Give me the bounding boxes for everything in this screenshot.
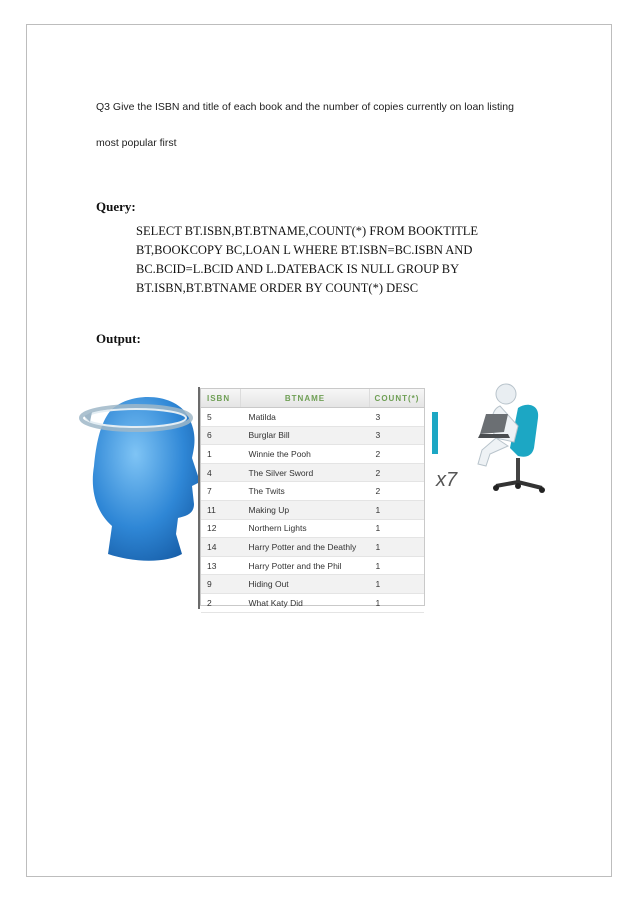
query-result-table (200, 388, 425, 606)
cell-count: 1 (370, 519, 425, 538)
cell-count: 2 (370, 445, 425, 464)
sql-line: BT.ISBN,BT.BTNAME ORDER BY COUNT(*) DESC (136, 281, 419, 295)
table-row (201, 463, 424, 482)
cell-btname: Harry Potter and the Phil (241, 556, 370, 575)
sql-line: BT,BOOKCOPY BC,LOAN L WHERE BT.ISBN=BC.ISBN AND (136, 243, 473, 257)
cell-isbn: 7 (201, 482, 241, 501)
table-row (201, 556, 424, 575)
cell-isbn: 1 (201, 445, 241, 464)
sql-query (136, 222, 516, 298)
cell-btname: Hiding Out (241, 575, 370, 594)
cell-count: 3 (370, 408, 425, 427)
question-line-2: most popular first (96, 137, 177, 149)
column-header-isbn[interactable]: ISBN (201, 389, 241, 408)
head-illustration (78, 386, 203, 596)
side-text: x7 (436, 469, 458, 491)
cell-isbn: 6 (201, 426, 241, 445)
cell-btname: Making Up (241, 500, 370, 519)
cell-count: 1 (370, 575, 425, 594)
cell-btname: Northern Lights (241, 519, 370, 538)
cell-count: 1 (370, 538, 425, 557)
table-row (201, 408, 424, 427)
cell-isbn: 9 (201, 575, 241, 594)
cell-btname: Matilda (241, 408, 370, 427)
cell-btname: Burglar Bill (241, 426, 370, 445)
table-row (201, 500, 424, 519)
table-row (201, 593, 424, 612)
column-header-count[interactable]: COUNT(*) (370, 389, 425, 408)
cell-isbn: 4 (201, 463, 241, 482)
sql-line: BC.BCID=L.BCID AND L.DATEBACK IS NULL GROUP BY (136, 262, 460, 276)
table-header-row (201, 389, 424, 408)
cell-isbn: 14 (201, 538, 241, 557)
cell-isbn: 11 (201, 500, 241, 519)
cell-count: 2 (370, 463, 425, 482)
sql-line: SELECT BT.ISBN,BT.BTNAME,COUNT(*) FROM BOOKTITLE (136, 224, 479, 238)
question-line-1: Q3 Give the ISBN and title of each book and the number of copies currently on loan listing (96, 101, 514, 113)
cell-btname: What Katy Did (241, 593, 370, 612)
table-row (201, 575, 424, 594)
cell-isbn: 2 (201, 593, 241, 612)
cell-btname: Harry Potter and the Deathly (241, 538, 370, 557)
column-header-btname[interactable]: BTNAME (241, 389, 370, 408)
cell-btname: The Twits (241, 482, 370, 501)
output-heading: Output: (96, 331, 141, 346)
cell-btname: The Silver Sword (241, 463, 370, 482)
cell-isbn: 5 (201, 408, 241, 427)
cell-count: 1 (370, 593, 425, 612)
query-heading: Query: (96, 199, 136, 214)
cell-isbn: 12 (201, 519, 241, 538)
cell-count: 2 (370, 482, 425, 501)
question-text (96, 100, 596, 149)
cell-isbn: 13 (201, 556, 241, 575)
cell-btname: Winnie the Pooh (241, 445, 370, 464)
table-row (201, 519, 424, 538)
cell-count: 1 (370, 500, 425, 519)
laptop-user-illustration (430, 378, 560, 498)
table-row (201, 482, 424, 501)
cell-count: 3 (370, 426, 425, 445)
table-row (201, 426, 424, 445)
table-row (201, 538, 424, 557)
table-row (201, 445, 424, 464)
cell-count: 1 (370, 556, 425, 575)
